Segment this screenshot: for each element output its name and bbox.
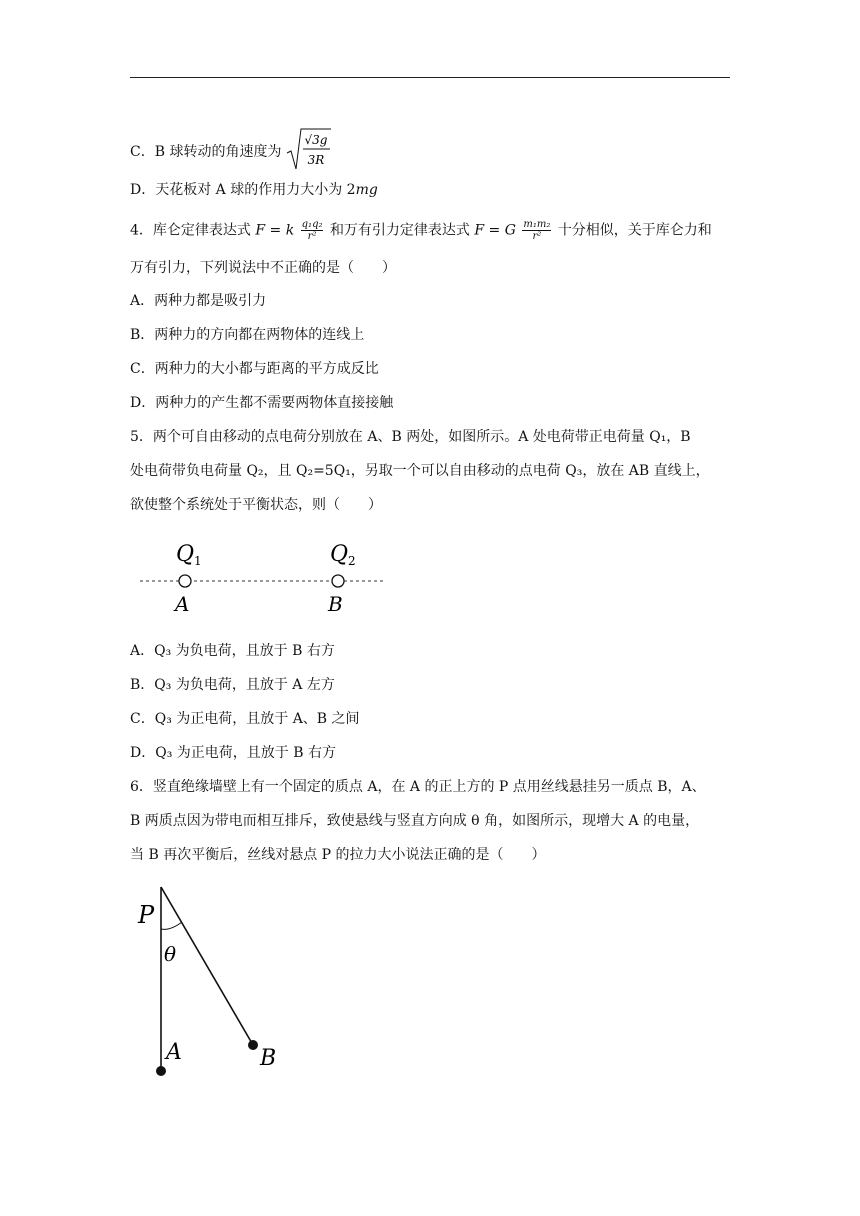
q4-formula2-fraction (522, 219, 551, 242)
q6-stem-line1: 6．竖直绝缘墙壁上有一个固定的质点 A，在 A 的正上方的 P 点用丝线悬挂另一质点 B，A、 (130, 779, 706, 795)
q6-label-p: P (138, 901, 155, 929)
q4-stem-a: 4．库仑定律表达式 (130, 222, 251, 239)
q4-formula1-num: q₁q₂ (301, 219, 323, 230)
q3-option-d-text: D．天花板对 A 球的作用力大小为 2 (130, 182, 356, 198)
sqrt-sign-icon (286, 127, 332, 171)
q4-formula2-den: r² (532, 231, 542, 242)
q3-option-d[interactable] (130, 180, 378, 200)
q4-stem-line2: 万有引力，下列说法中不正确的是（ ） (130, 260, 396, 276)
q4-option-c[interactable]: C．两种力的大小都与距离的平方成反比 (130, 361, 379, 377)
q6-stem-line2: B 两质点因为带电而相互排斥，致使悬线与竖直方向成 θ 角，如图所示，现增大 A 的电量， (130, 813, 700, 829)
q6-figure (130, 875, 290, 1080)
q5-stem-line1: 5．两个可自由移动的点电荷分别放在 A、B 两处，如图所示。A 处电荷带正电荷量 Q₁，B (130, 429, 691, 445)
q5-label-q1: Q (176, 542, 195, 567)
q5-label-b: B (328, 592, 343, 616)
q6-label-b: B (260, 1046, 277, 1071)
q4-stem-line1 (130, 219, 712, 242)
q5-stem-line2: 处电荷带负电荷量 Q₂，且 Q₂=5Q₁，另取一个可以自由移动的点电荷 Q₃，放在 AB 直线上， (130, 463, 710, 479)
q3-option-d-unit: mg (355, 182, 378, 198)
q5-option-a[interactable]: A．Q₃ 为负电荷，且放于 B 右方 (130, 643, 335, 659)
q5-label-q2-sub: 2 (348, 554, 356, 568)
q5-option-b[interactable]: B．Q₃ 为负电荷，且放于 A 左方 (130, 677, 335, 693)
q3-frac-den: 3R (307, 153, 325, 167)
q4-formula1-lhs: F = k (255, 222, 295, 239)
q6-label-a: A (166, 1040, 182, 1065)
q5-option-d[interactable]: D．Q₃ 为正电荷，且放于 B 右方 (130, 745, 336, 761)
q5-label-q2: Q (330, 542, 349, 567)
q3-option-c-text: C．B 球转动的角速度为 (130, 144, 282, 160)
q5-stem-line3: 欲使整个系统处于平衡状态，则（ ） (130, 497, 382, 513)
q4-formula1-den: r² (307, 231, 317, 242)
q5-charge-a (179, 575, 191, 587)
q6-stem-line3: 当 B 再次平衡后，丝线对悬点 P 的拉力大小说法正确的是（ ） (130, 847, 546, 863)
q5-option-c[interactable]: C．Q₃ 为正电荷，且放于 A、B 之间 (130, 711, 360, 727)
q4-formula2-lhs: F = G (474, 222, 516, 239)
q6-angle-arc (161, 922, 182, 929)
q4-option-d[interactable]: D．两种力的产生都不需要两物体直接接触 (130, 395, 394, 411)
q3-frac-num: √3g (304, 133, 328, 147)
q4-stem-b: 和万有引力定律表达式 (329, 222, 470, 239)
q6-particle-b (248, 1040, 258, 1050)
q3-option-c[interactable] (130, 127, 332, 177)
q4-formula1-fraction (301, 219, 324, 242)
q5-label-a: A (175, 592, 190, 616)
header-rule (130, 77, 730, 78)
q5-charge-b (332, 575, 344, 587)
q4-option-a[interactable]: A．两种力都是吸引力 (130, 293, 267, 309)
q6-string-line (161, 887, 253, 1045)
q4-formula2-num: m₁m₂ (523, 219, 551, 230)
q6-particle-a (156, 1066, 166, 1076)
q6-label-theta: θ (164, 942, 177, 966)
q3-sqrt-formula (286, 127, 332, 177)
q5-label-q1-sub: 1 (194, 554, 202, 568)
q4-stem-c: 十分相似，关于库仑力和 (557, 222, 712, 239)
q5-figure (130, 535, 400, 620)
q4-option-b[interactable]: B．两种力的方向都在两物体的连线上 (130, 327, 365, 343)
